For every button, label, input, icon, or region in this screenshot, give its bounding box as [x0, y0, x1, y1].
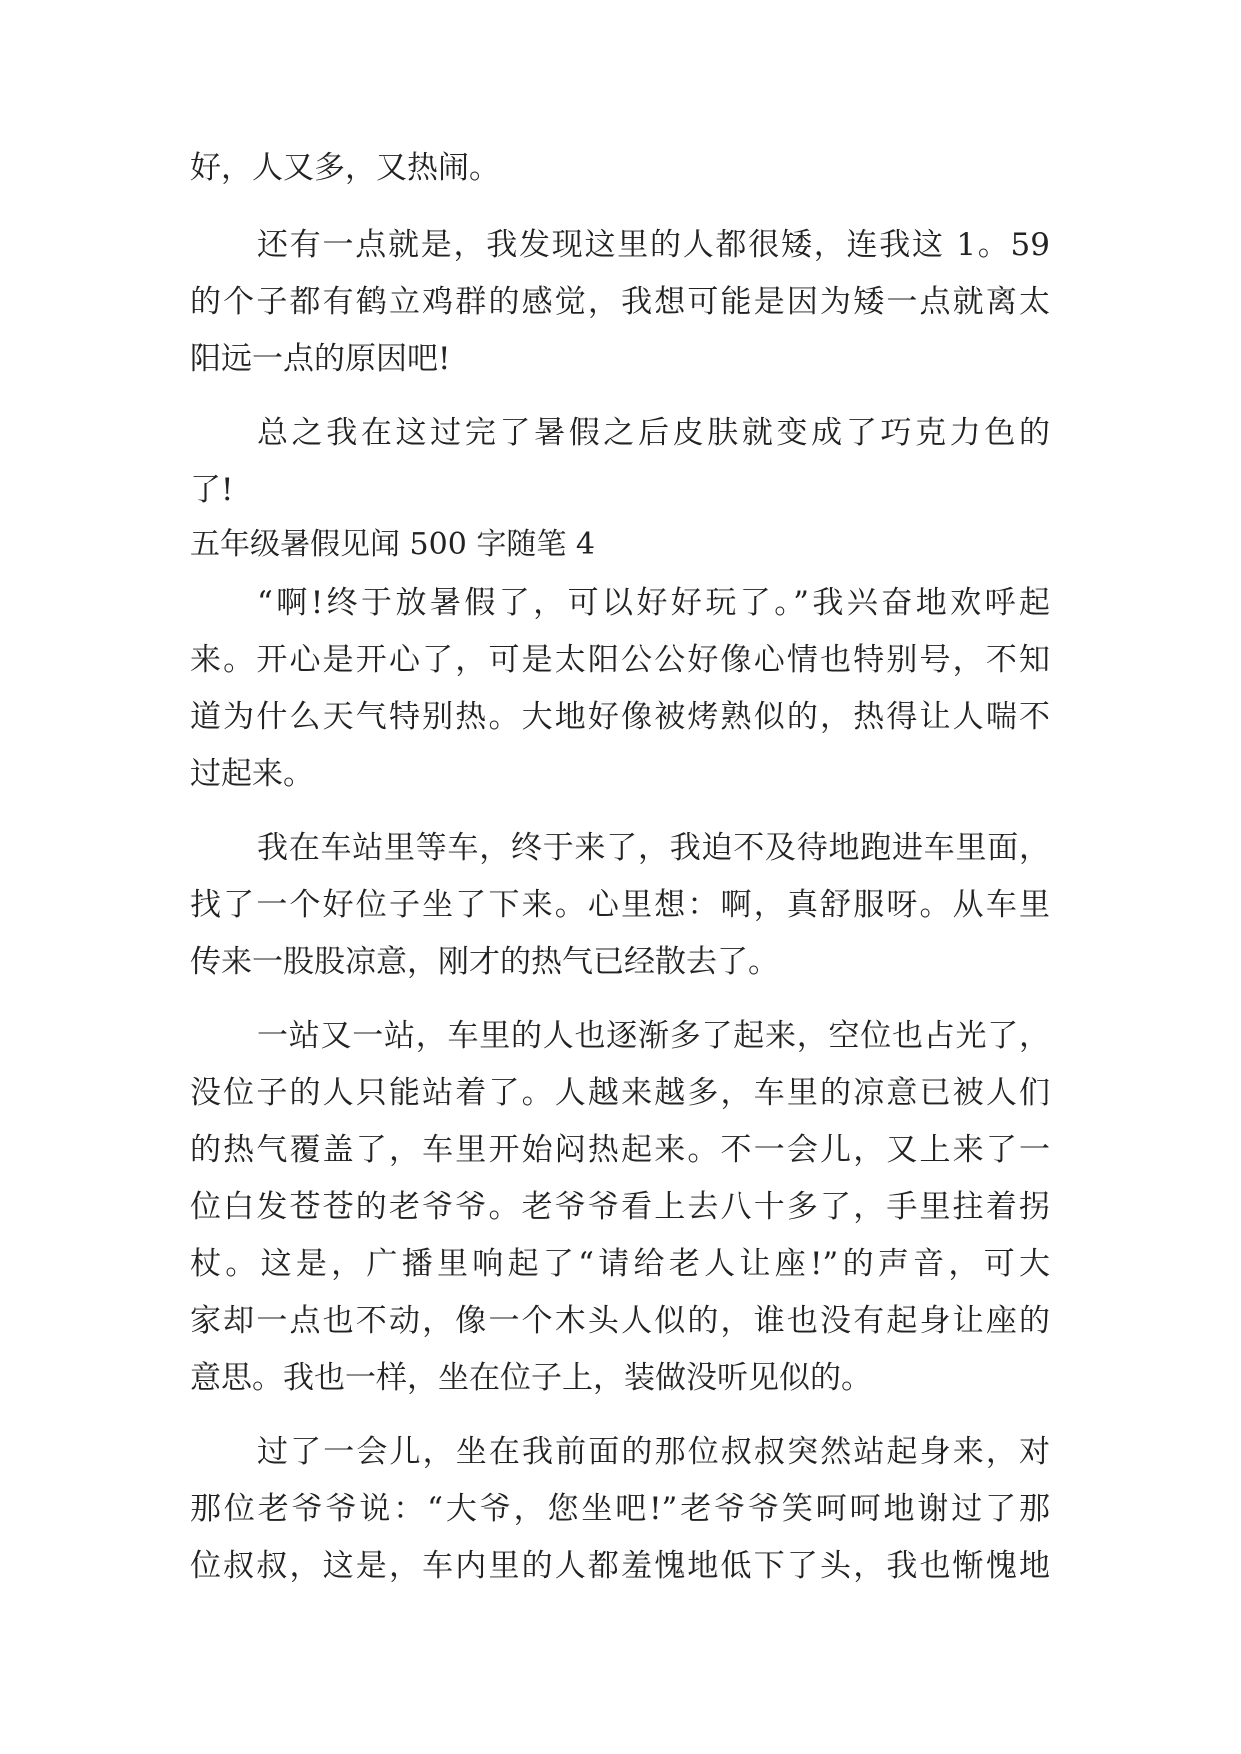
text-line: 过起来。	[190, 756, 314, 792]
text-line: 找了一个好位子坐了下来。心里想：啊，真舒服呀。从车里	[190, 887, 1050, 923]
text-line: 还有一点就是，我发现这里的人都很矮，连我这 1。59	[257, 227, 1050, 263]
text-line: 总之我在这过完了暑假之后皮肤就变成了巧克力色的	[257, 415, 1050, 451]
text-line: 好，人又多，又热闹。	[190, 150, 500, 186]
text-line: 阳远一点的原因吧!	[190, 341, 451, 377]
text-line: 过了一会儿，坐在我前面的那位叔叔突然站起身来，对	[257, 1434, 1050, 1470]
text-line: 那位老爷爷说：“大爷，您坐吧!”老爷爷笑呵呵地谢过了那	[190, 1491, 1050, 1527]
text-line: 的个子都有鹤立鸡群的感觉，我想可能是因为矮一点就离太	[190, 284, 1050, 320]
text-line: 传来一股股凉意，刚才的热气已经散去了。	[190, 944, 779, 980]
text-line: 道为什么天气特别热。大地好像被烤熟似的，热得让人喘不	[190, 699, 1050, 735]
text-line: 我在车站里等车，终于来了，我迫不及待地跑进车里面，	[257, 830, 1050, 866]
text-line: “啊!终于放暑假了，可以好好玩了。”我兴奋地欢呼起	[257, 585, 1050, 621]
section-heading: 五年级暑假见闻 500 字随笔 4	[190, 527, 595, 562]
text-line: 的热气覆盖了，车里开始闷热起来。不一会儿，又上来了一	[190, 1132, 1050, 1168]
text-line: 意思。我也一样，坐在位子上，装做没听见似的。	[190, 1360, 872, 1396]
text-line: 没位子的人只能站着了。人越来越多，车里的凉意已被人们	[190, 1075, 1050, 1111]
text-line: 来。开心是开心了，可是太阳公公好像心情也特别号，不知	[190, 642, 1050, 678]
text-line: 家却一点也不动，像一个木头人似的，谁也没有起身让座的	[190, 1303, 1050, 1339]
text-line: 一站又一站，车里的人也逐渐多了起来，空位也占光了，	[257, 1018, 1050, 1054]
text-line: 位叔叔，这是，车内里的人都羞愧地低下了头，我也惭愧地	[190, 1548, 1050, 1584]
text-line: 杖。这是，广播里响起了“请给老人让座!”的声音，可大	[190, 1246, 1050, 1282]
text-line: 位白发苍苍的老爷爷。老爷爷看上去八十多了，手里拄着拐	[190, 1189, 1050, 1225]
text-line: 了!	[190, 472, 234, 508]
